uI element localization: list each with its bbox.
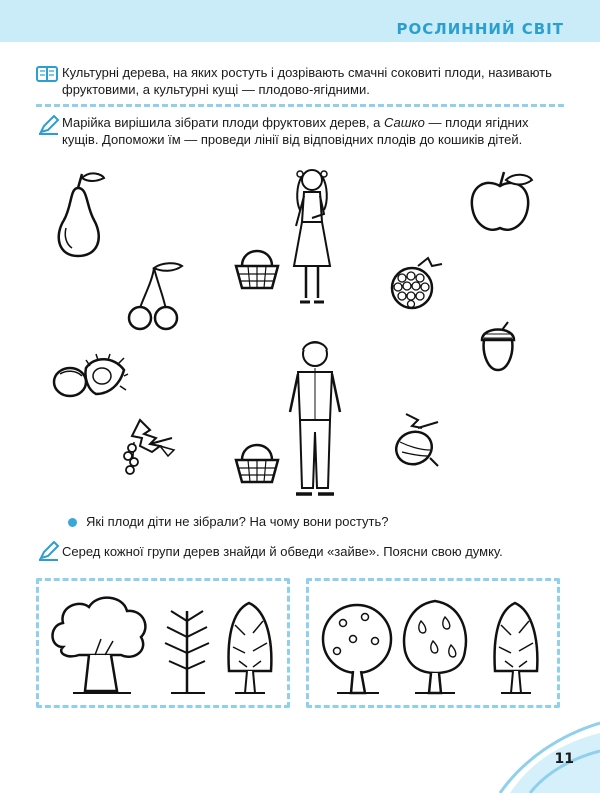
task1-text-highlight: Сашко	[383, 115, 425, 130]
bullet-point	[68, 518, 77, 527]
open-book-icon	[36, 64, 58, 84]
pine-tree-icon	[165, 611, 209, 693]
oak-tree-icon	[53, 598, 146, 693]
page-number: 11	[554, 751, 574, 767]
apple-tree-icon	[323, 605, 391, 693]
task1-text-part2: — плоди ягідних кущів. Допоможи їм — проведи лінії від відповідних плодів до кошиків дітей.	[62, 115, 529, 147]
chestnut-icon	[50, 352, 130, 405]
acorn-icon	[474, 320, 520, 379]
birch-tree-icon	[495, 603, 538, 693]
tree-group-frame-2	[306, 578, 560, 708]
raspberry-icon	[388, 254, 446, 317]
tree-group-1	[39, 581, 287, 705]
pear-icon	[48, 168, 110, 265]
currant-icon	[120, 416, 184, 481]
question-text: Які плоди діти не зібрали? На чому вони ростуть?	[86, 514, 389, 529]
basket-icon	[232, 438, 282, 493]
apple-icon	[466, 170, 536, 241]
girl-figure	[282, 166, 342, 313]
boy-figure	[284, 338, 346, 505]
tree-group-2	[309, 581, 557, 705]
divider-1	[36, 104, 564, 107]
task2-text: Серед кожної групи дерев знайди й обведи «зайве». Поясни свою думку.	[62, 544, 503, 559]
tree-group-frame-1	[36, 578, 290, 708]
section-title: РОСЛИННИЙ СВІТ	[396, 20, 564, 38]
task1-text-part1: Марійка вирішила зібрати плоди фруктових дерев, а	[62, 115, 384, 130]
basket-icon	[232, 244, 282, 299]
corner-wave-decoration	[480, 703, 600, 793]
gooseberry-icon	[388, 410, 444, 477]
pencil-icon	[38, 541, 60, 561]
cherries-icon	[124, 258, 186, 337]
intro-text: Культурні дерева, на яких ростуть і дозрівають смачні соковиті плоди, називають фруктовими, а культурні кущі — плодово-ягідними.	[62, 65, 552, 97]
birch-tree-icon	[229, 603, 272, 693]
task1-text	[62, 114, 562, 148]
pear-tree-icon	[404, 601, 466, 693]
pencil-icon	[38, 115, 60, 135]
